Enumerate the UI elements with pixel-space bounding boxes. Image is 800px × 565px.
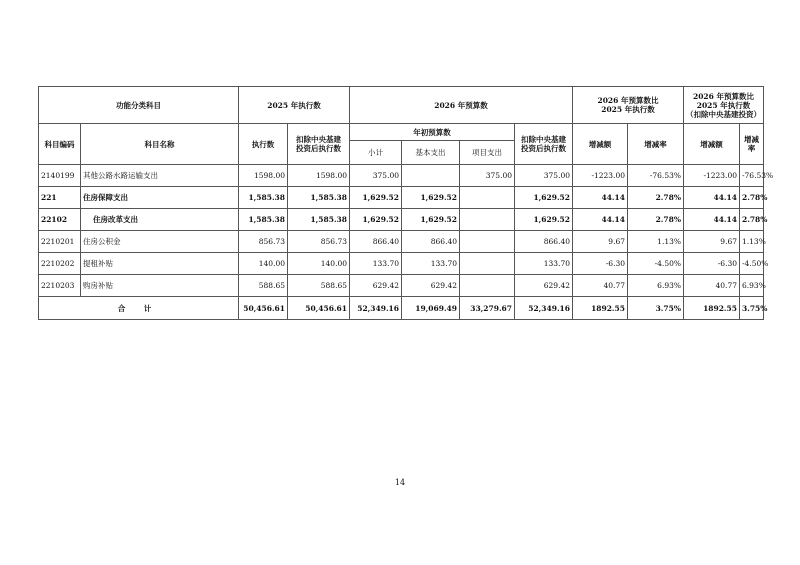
- cell-subtotal: 1,629.52: [350, 187, 402, 209]
- cell-name: 住房改革支出: [81, 209, 239, 231]
- table-row: [39, 165, 764, 187]
- total-exec: 50,456.61: [239, 297, 288, 320]
- cell-incr1: -6.30: [573, 253, 628, 275]
- cell-incr2: 44.14: [684, 187, 740, 209]
- cell-basic: 629.42: [402, 275, 460, 297]
- cell-exec-excl: 1598.00: [288, 165, 350, 187]
- cell-rate2: 2.78%: [740, 209, 764, 231]
- table-row: [39, 231, 764, 253]
- total-incr1: 1892.55: [573, 297, 628, 320]
- cell-basic: 1,629.52: [402, 209, 460, 231]
- cell-subtotal: 866.40: [350, 231, 402, 253]
- cell-rate2: -4.50%: [740, 253, 764, 275]
- cell-code: 2140199: [39, 165, 81, 187]
- total-project: 33,279.67: [460, 297, 515, 320]
- cell-project: [460, 209, 515, 231]
- cell-exec: 856.73: [239, 231, 288, 253]
- total-label: 合 计: [39, 297, 239, 320]
- cell-exec: 1,585.38: [239, 209, 288, 231]
- total-exec-excl: 50,456.61: [288, 297, 350, 320]
- header-incr-rate-2: 增减率: [740, 124, 764, 165]
- cell-project: [460, 231, 515, 253]
- total-budget-excl: 52,349.16: [515, 297, 573, 320]
- cell-project: 375.00: [460, 165, 515, 187]
- header-incr-amount: 增减额: [573, 124, 628, 165]
- cell-basic: 1,629.52: [402, 187, 460, 209]
- cell-budget-excl: 133.70: [515, 253, 573, 275]
- cell-name: 提租补贴: [81, 253, 239, 275]
- header-budget-excl: 扣除中央基建 投资后执行数: [515, 124, 573, 165]
- header-subject-name: 科目名称: [81, 124, 239, 165]
- cell-exec-excl: 140.00: [288, 253, 350, 275]
- cell-budget-excl: 375.00: [515, 165, 573, 187]
- cell-name: 其他公路水路运输支出: [81, 165, 239, 187]
- cell-exec: 1,585.38: [239, 187, 288, 209]
- cell-budget-excl: 1,629.52: [515, 187, 573, 209]
- header-exec-excl: 扣除中央基建 投资后执行数: [288, 124, 350, 165]
- cell-incr2: 9.67: [684, 231, 740, 253]
- cell-exec-excl: 1,585.38: [288, 187, 350, 209]
- total-basic: 19,069.49: [402, 297, 460, 320]
- page-number: 14: [394, 478, 406, 487]
- budget-table: [38, 86, 774, 320]
- cell-project: [460, 253, 515, 275]
- header-exec-num: 执行数: [239, 124, 288, 165]
- table-row: [39, 187, 764, 209]
- cell-incr2: 40.77: [684, 275, 740, 297]
- header-incr-amount-2: 增减额: [684, 124, 740, 165]
- table-row: [39, 209, 764, 231]
- cell-rate2: -76.53%: [740, 165, 764, 187]
- cell-name: 购房补贴: [81, 275, 239, 297]
- header-func-category: 功能分类科目: [39, 87, 239, 124]
- cell-exec-excl: 588.65: [288, 275, 350, 297]
- table-row: [39, 275, 764, 297]
- header-subtotal: 小计: [350, 141, 402, 165]
- total-subtotal: 52,349.16: [350, 297, 402, 320]
- cell-rate2: 6.93%: [740, 275, 764, 297]
- cell-basic: 866.40: [402, 231, 460, 253]
- cell-exec-excl: 856.73: [288, 231, 350, 253]
- cell-incr2: 44.14: [684, 209, 740, 231]
- header-incr-rate: 增减率: [628, 124, 684, 165]
- cell-rate1: -4.50%: [628, 253, 684, 275]
- cell-code: 221: [39, 187, 81, 209]
- cell-incr1: 44.14: [573, 187, 628, 209]
- cell-exec: 588.65: [239, 275, 288, 297]
- cell-incr1: 9.67: [573, 231, 628, 253]
- cell-incr2: -6.30: [684, 253, 740, 275]
- cell-budget-excl: 1,629.52: [515, 209, 573, 231]
- cell-exec: 1598.00: [239, 165, 288, 187]
- cell-basic: [402, 165, 460, 187]
- header-initial-budget: 年初预算数: [350, 124, 515, 141]
- cell-project: [460, 275, 515, 297]
- cell-subtotal: 133.70: [350, 253, 402, 275]
- cell-incr1: 44.14: [573, 209, 628, 231]
- header-compare-excl: 2026 年预算数比 2025 年执行数 （扣除中央基建投资）: [684, 87, 764, 124]
- cell-code: 2210203: [39, 275, 81, 297]
- header-subject-code: 科目编码: [39, 124, 81, 165]
- cell-subtotal: 629.42: [350, 275, 402, 297]
- cell-incr2: -1223.00: [684, 165, 740, 187]
- cell-budget-excl: 866.40: [515, 231, 573, 253]
- cell-incr1: 40.77: [573, 275, 628, 297]
- cell-rate2: 2.78%: [740, 187, 764, 209]
- header-basic-exp: 基本支出: [402, 141, 460, 165]
- cell-exec-excl: 1,585.38: [288, 209, 350, 231]
- total-rate2: 3.75%: [740, 297, 764, 320]
- cell-code: 2210201: [39, 231, 81, 253]
- cell-subtotal: 375.00: [350, 165, 402, 187]
- cell-code: 22102: [39, 209, 81, 231]
- cell-basic: 133.70: [402, 253, 460, 275]
- table-row: [39, 253, 764, 275]
- total-incr2: 1892.55: [684, 297, 740, 320]
- total-rate1: 3.75%: [628, 297, 684, 320]
- header-project-exp: 项目支出: [460, 141, 515, 165]
- cell-incr1: -1223.00: [573, 165, 628, 187]
- cell-name: 住房保障支出: [81, 187, 239, 209]
- header-compare-exec: 2026 年预算数比 2025 年执行数: [573, 87, 684, 124]
- table-body: [39, 165, 774, 297]
- cell-rate1: 1.13%: [628, 231, 684, 253]
- cell-code: 2210202: [39, 253, 81, 275]
- cell-subtotal: 1,629.52: [350, 209, 402, 231]
- cell-exec: 140.00: [239, 253, 288, 275]
- header-exec-2025: 2025 年执行数: [239, 87, 350, 124]
- cell-project: [460, 187, 515, 209]
- cell-rate2: 1.13%: [740, 231, 764, 253]
- cell-rate1: 6.93%: [628, 275, 684, 297]
- cell-name: 住房公积金: [81, 231, 239, 253]
- cell-rate1: 2.78%: [628, 187, 684, 209]
- cell-budget-excl: 629.42: [515, 275, 573, 297]
- cell-rate1: -76.53%: [628, 165, 684, 187]
- cell-rate1: 2.78%: [628, 209, 684, 231]
- header-budget-2026: 2026 年预算数: [350, 87, 573, 124]
- total-row: [39, 297, 764, 320]
